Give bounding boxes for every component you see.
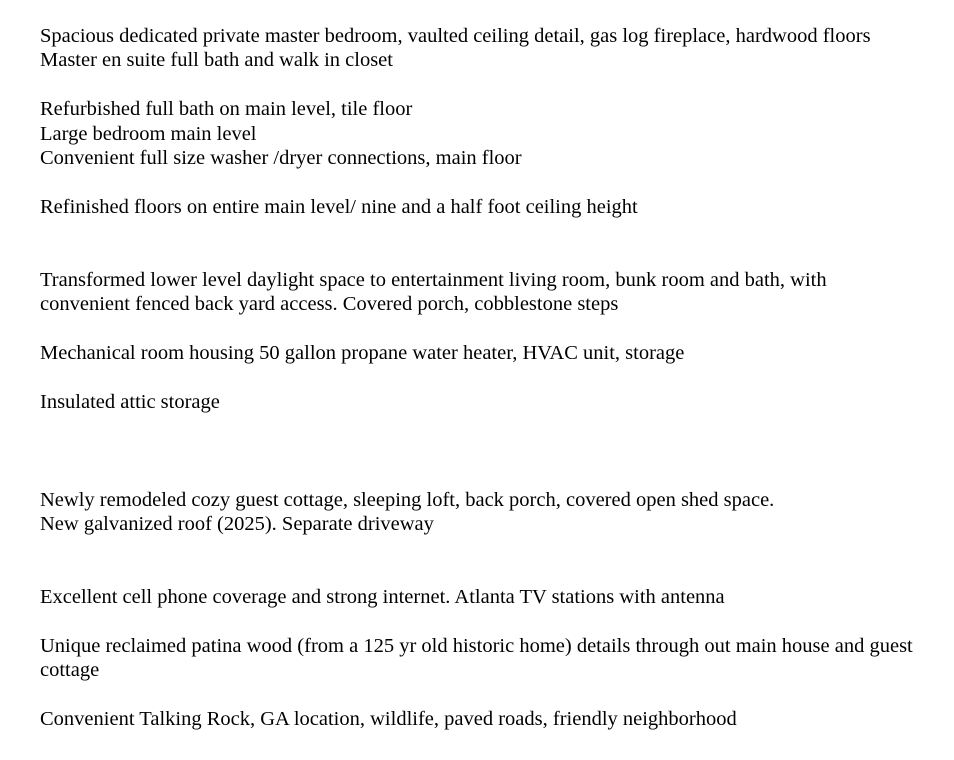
document-body: [40, 24, 920, 732]
text-line: Refinished floors on entire main level/ nine and a half foot ceiling height: [40, 195, 638, 218]
blank-line: [40, 610, 920, 634]
blank-line: [40, 73, 920, 97]
text-line: Convenient Talking Rock, GA location, wildlife, paved roads, friendly neighborhood: [40, 708, 737, 731]
blank-line: [40, 219, 920, 268]
text-line: Spacious dedicated private master bedroom, vaulted ceiling detail, gas log fireplace, hardwood floors: [40, 25, 871, 47]
blank-line: [40, 317, 920, 341]
blank-line: [40, 170, 920, 194]
blank-line: [40, 683, 920, 707]
text-line: Master en suite full bath and walk in closet: [40, 49, 393, 72]
blank-line: [40, 414, 920, 487]
blank-line: [40, 366, 920, 390]
text-line: Mechanical room housing 50 gallon propane water heater, HVAC unit, storage: [40, 342, 685, 365]
text-line: Large bedroom main level: [40, 122, 257, 145]
text-line: Convenient full size washer /dryer connections, main floor: [40, 147, 522, 170]
text-line: Refurbished full bath on main level, tile floor: [40, 98, 413, 121]
text-line: Insulated attic storage: [40, 391, 220, 414]
blank-line: [40, 536, 920, 585]
text-line: Excellent cell phone coverage and strong internet. Atlanta TV stations with antenna: [40, 586, 725, 609]
text-line: Newly remodeled cozy guest cottage, sleeping loft, back porch, covered open shed space.: [40, 488, 775, 511]
text-paragraph: Unique reclaimed patina wood (from a 125 yr old historic home) details through out main house and guest cottage: [40, 635, 913, 682]
text-line: New galvanized roof (2025). Separate driveway: [40, 513, 434, 536]
text-paragraph: Transformed lower level daylight space to entertainment living room, bunk room and bath, with convenient fenced back yard access. Covered porch, cobblestone steps: [40, 269, 827, 316]
